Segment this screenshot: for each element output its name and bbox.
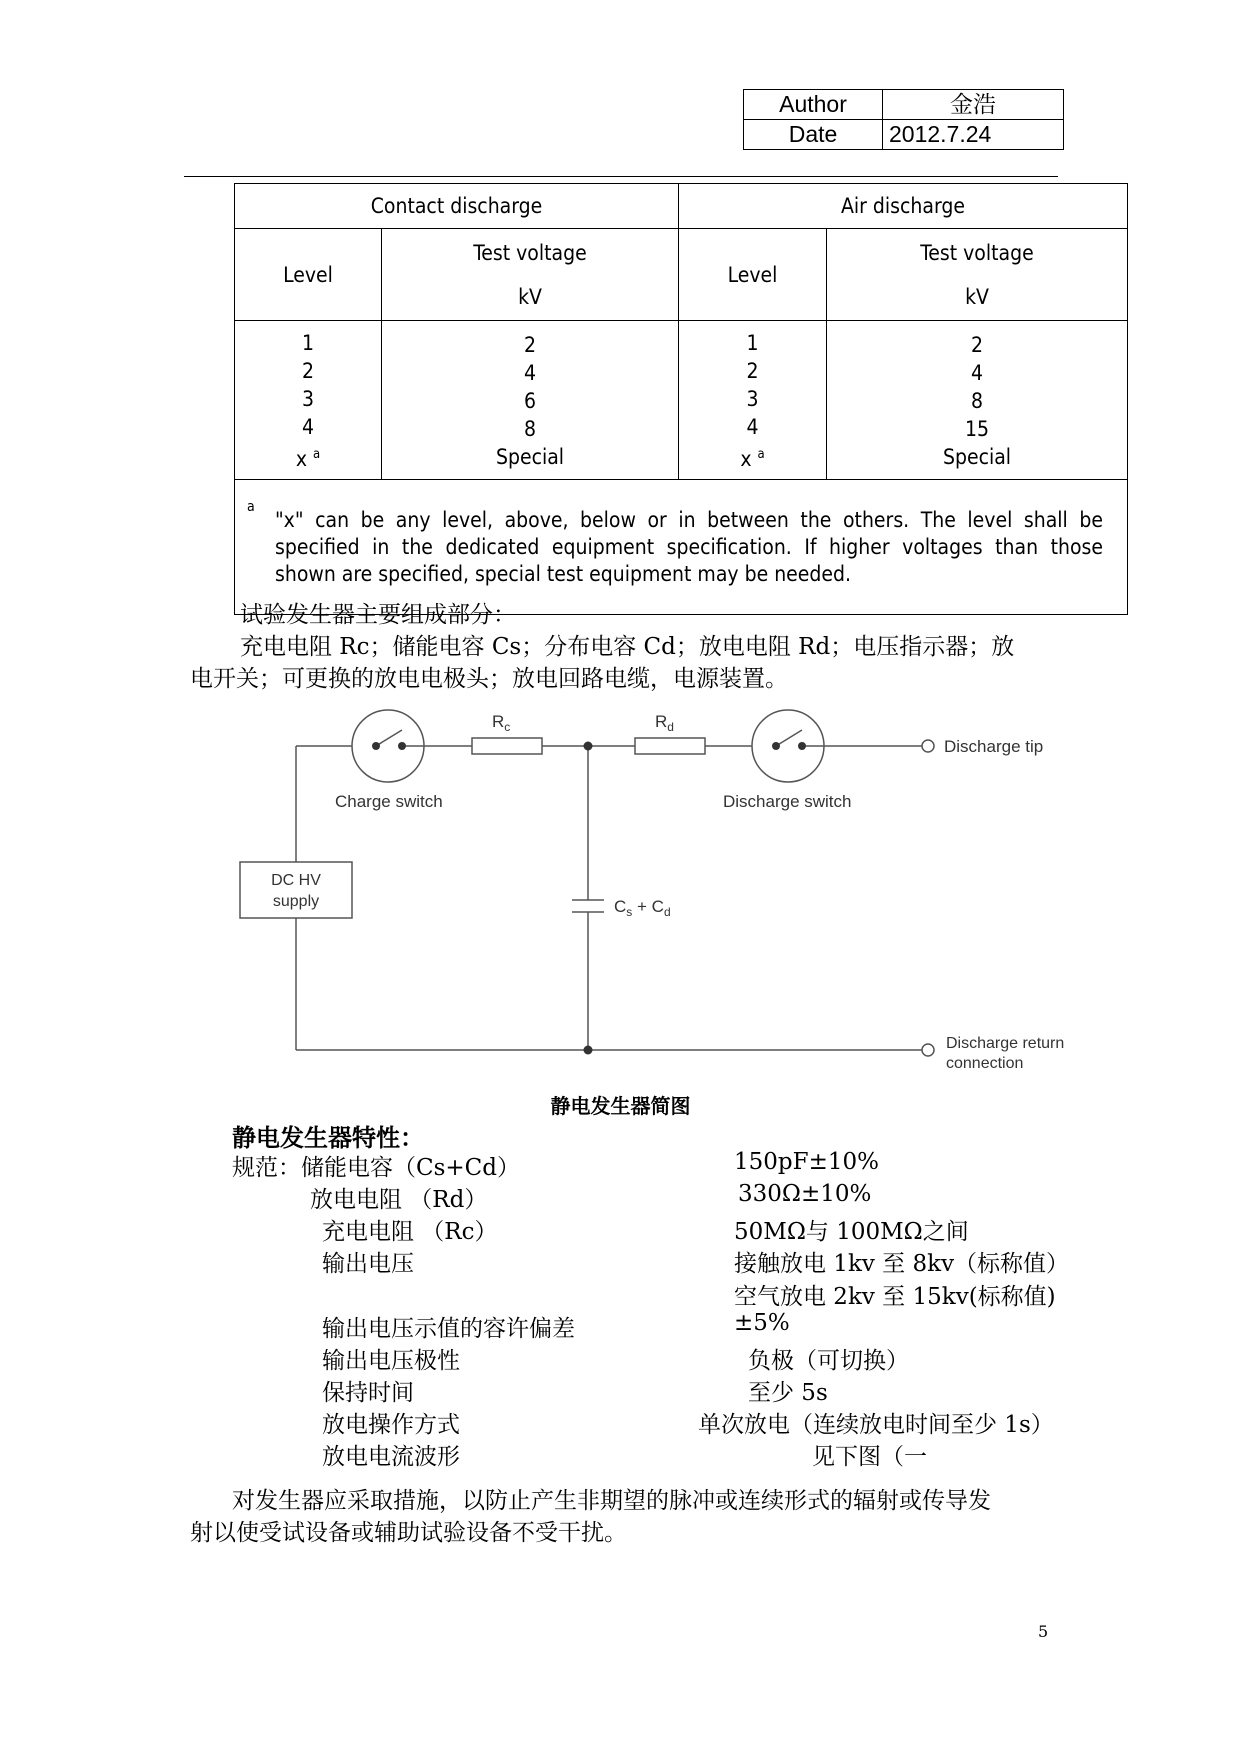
air-voltage: 2: [970, 333, 984, 357]
spec-value: 接触放电 1kv 至 8kv（标称值）: [734, 1251, 1070, 1277]
section-title: 静电发生器特性：: [232, 1123, 424, 1152]
spec-value: 见下图（一: [812, 1444, 927, 1470]
contact-level-header: Level: [235, 229, 382, 321]
air-level: 2: [746, 359, 759, 383]
contact-discharge-header: Contact discharge: [235, 184, 679, 229]
air-voltage: Special: [942, 445, 1012, 469]
return-label-2: connection: [946, 1055, 1024, 1072]
spec-value: 空气放电 2kv 至 15kv(标称值): [734, 1284, 1056, 1310]
date-value: 2012.7.24: [883, 120, 1064, 150]
spec-value: 330Ω±10%: [738, 1181, 872, 1207]
author-value: 金浩: [883, 90, 1064, 120]
contact-level: 1: [301, 331, 315, 355]
spec-value: ±5%: [734, 1310, 790, 1336]
closing-line-1: 对发生器应采取措施，以防止产生非期望的脉冲或连续形式的辐射或传导发: [232, 1488, 991, 1514]
contact-voltage: 6: [523, 389, 537, 413]
spec-label: 输出电压: [322, 1251, 414, 1277]
air-voltage-unit: kV: [965, 284, 989, 309]
spec-value: 至少 5s: [748, 1380, 828, 1406]
contact-voltage: 2: [523, 333, 537, 357]
spec-label: 放电电流波形: [322, 1444, 460, 1470]
figure-caption: 静电发生器简图: [550, 1094, 691, 1118]
spec-value: 单次放电（连续放电时间至少 1s）: [698, 1412, 1054, 1438]
air-level-x: x $^a$: [740, 447, 765, 471]
contact-voltage: 4: [523, 361, 537, 385]
spec-value: 150pF±10%: [734, 1149, 879, 1175]
contact-voltage-header: [382, 229, 679, 321]
components-line-2: 电开关；可更换的放电电极头；放电回路电缆，电源装置。: [190, 666, 788, 692]
components-line-1: 充电电阻 Rc；储能电容 Cs；分布电容 Cd；放电电阻 Rd；电压指示器；放: [240, 634, 1015, 660]
contact-voltage: Special: [495, 445, 565, 469]
contact-level: 3: [301, 387, 315, 411]
contact-voltage-unit: kV: [518, 284, 542, 309]
return-label-1: Discharge return: [946, 1035, 1065, 1052]
spec-label: 保持时间: [322, 1380, 414, 1406]
components-title: 试验发生器主要组成部分：: [240, 602, 516, 628]
footnote-mark: a: [247, 499, 255, 515]
supply-label-1: DC HV: [271, 872, 321, 889]
rc-label: $R_c$: [492, 712, 511, 734]
contact-level: 2: [301, 359, 315, 383]
discharge-tip-label: Discharge tip: [944, 737, 1044, 756]
spec-label: 输出电压极性: [322, 1348, 460, 1374]
contact-levels-cell: [235, 321, 382, 480]
closing-line-2: 射以使受试设备或辅助试验设备不受干扰。: [190, 1520, 627, 1546]
air-voltages-cell: [827, 321, 1128, 480]
page-number: 5: [1038, 1622, 1049, 1641]
esd-level-table: [234, 183, 1128, 615]
author-label: Author: [744, 90, 883, 120]
contact-level: 4: [301, 415, 315, 439]
date-label: Date: [744, 120, 883, 150]
contact-voltage-label: Test voltage: [473, 240, 587, 265]
air-levels-cell: [679, 321, 827, 480]
contact-level-x: x $^a$: [295, 447, 321, 471]
author-date-table: [743, 89, 1064, 150]
spec-label: 规范：储能电容（Cs+Cd）: [232, 1155, 520, 1181]
air-voltage: 8: [970, 389, 984, 413]
air-level: 4: [746, 415, 759, 439]
contact-voltage: 8: [523, 417, 537, 441]
charge-switch-label: Charge switch: [335, 792, 443, 811]
spec-label: 放电操作方式: [322, 1412, 460, 1438]
air-voltage: 4: [970, 361, 984, 385]
capacitor-label: $C_s + C_d$: [614, 897, 671, 919]
footnote-text: "x" can be any level, above, below or in between the others. The level shall be specified in the dedicated equipment specification. If higher voltages than those shown are specified, special test equipment may be needed.: [275, 507, 1103, 586]
air-voltage-header: [827, 229, 1128, 321]
rd-label: $R_d$: [655, 712, 674, 734]
supply-label-2: supply: [272, 893, 320, 910]
table-footnote: [235, 480, 1128, 615]
air-level: 1: [746, 331, 759, 355]
spec-label: 放电电阻 （Rd）: [310, 1187, 488, 1213]
esd-generator-circuit: [230, 700, 1110, 1085]
air-discharge-header: Air discharge: [679, 184, 1128, 229]
air-level-header: Level: [679, 229, 827, 321]
spec-label: 充电电阻 （Rc）: [322, 1219, 498, 1245]
header-rule: [184, 176, 1058, 177]
spec-label: 输出电压示值的容许偏差: [322, 1316, 575, 1342]
spec-value: 50MΩ与 100MΩ之间: [734, 1219, 969, 1245]
spec-value: 负极（可切换）: [748, 1348, 909, 1374]
air-voltage: 15: [964, 417, 990, 441]
contact-voltages-cell: [382, 321, 679, 480]
discharge-switch-label: Discharge switch: [723, 792, 852, 811]
air-level: 3: [746, 387, 759, 411]
air-voltage-label: Test voltage: [920, 240, 1034, 265]
